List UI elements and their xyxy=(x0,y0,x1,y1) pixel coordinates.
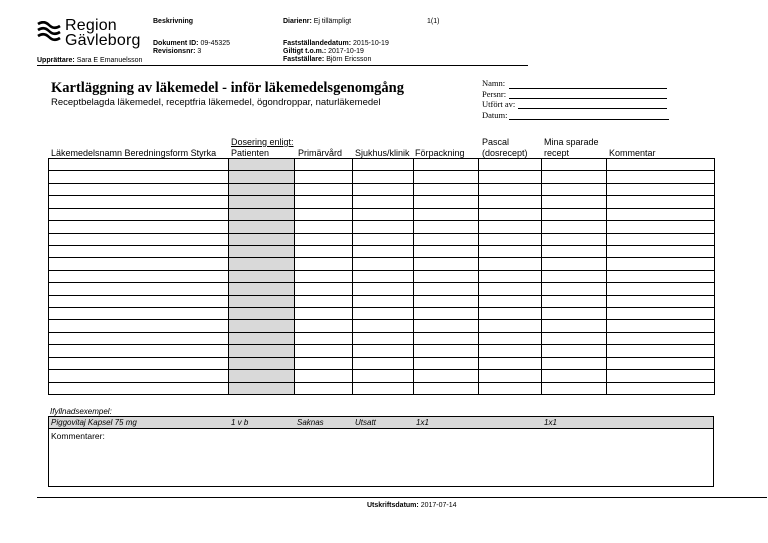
table-cell[interactable] xyxy=(541,245,607,258)
table-cell[interactable] xyxy=(413,369,479,382)
table-cell[interactable] xyxy=(352,344,414,357)
table-cell[interactable] xyxy=(294,158,353,171)
faststallare: Fastställare: Björn Ericsson xyxy=(283,56,372,63)
table-cell[interactable] xyxy=(294,245,353,258)
page-title: Kartläggning av läkemedel - inför läkemedelsgenomgång xyxy=(51,80,404,96)
table-cell[interactable] xyxy=(478,369,542,382)
table-cell[interactable] xyxy=(541,282,607,295)
example-cell: Piggovitaj Kapsel 75 mg xyxy=(51,418,137,427)
table-cell[interactable] xyxy=(228,270,295,283)
table-cell[interactable] xyxy=(413,208,479,221)
table-cell[interactable] xyxy=(294,357,353,370)
table-cell[interactable] xyxy=(48,158,229,171)
col-header-kommentar: Kommentar xyxy=(609,148,656,158)
table-cell[interactable] xyxy=(606,170,715,183)
table-cell[interactable] xyxy=(606,220,715,233)
example-cell: 1x1 xyxy=(416,418,429,427)
table-cell[interactable] xyxy=(352,183,414,196)
table-cell[interactable] xyxy=(413,344,479,357)
table-cell[interactable] xyxy=(48,307,229,320)
table-cell[interactable] xyxy=(228,369,295,382)
table-cell[interactable] xyxy=(606,257,715,270)
table-cell[interactable] xyxy=(478,344,542,357)
table-cell[interactable] xyxy=(478,257,542,270)
table-cell[interactable] xyxy=(294,282,353,295)
table-cell[interactable] xyxy=(606,245,715,258)
table-cell[interactable] xyxy=(413,183,479,196)
table-cell[interactable] xyxy=(413,245,479,258)
giltigt-tom: Giltigt t.o.m.: 2017-10-19 xyxy=(283,48,364,55)
table-cell[interactable] xyxy=(48,220,229,233)
table-cell[interactable] xyxy=(48,208,229,221)
table-cell[interactable] xyxy=(352,170,414,183)
table-cell[interactable] xyxy=(478,158,542,171)
table-cell[interactable] xyxy=(541,208,607,221)
field-line-persnr[interactable] xyxy=(509,98,667,99)
table-cell[interactable] xyxy=(478,357,542,370)
table-cell[interactable] xyxy=(541,344,607,357)
table-cell[interactable] xyxy=(413,270,479,283)
table-cell[interactable] xyxy=(352,282,414,295)
col-header-sjukhus: Sjukhus/klinik xyxy=(355,148,410,158)
table-cell[interactable] xyxy=(228,282,295,295)
table-cell[interactable] xyxy=(352,220,414,233)
field-label-utfort: Utfört av: xyxy=(482,99,516,109)
comments-box[interactable] xyxy=(48,429,714,487)
logo-mark-icon xyxy=(37,21,61,43)
table-cell[interactable] xyxy=(294,233,353,246)
header-rule xyxy=(37,65,528,66)
table-cell[interactable] xyxy=(606,282,715,295)
table-cell[interactable] xyxy=(478,282,542,295)
table-cell[interactable] xyxy=(48,357,229,370)
table-cell[interactable] xyxy=(606,357,715,370)
table-cell[interactable] xyxy=(294,332,353,345)
table-cell[interactable] xyxy=(352,295,414,308)
table-cell[interactable] xyxy=(413,382,479,395)
table-cell[interactable] xyxy=(294,382,353,395)
example-row xyxy=(48,416,714,429)
table-cell[interactable] xyxy=(606,307,715,320)
table-cell[interactable] xyxy=(541,257,607,270)
table-cell[interactable] xyxy=(606,233,715,246)
table-cell[interactable] xyxy=(541,307,607,320)
table-cell[interactable] xyxy=(352,332,414,345)
table-cell[interactable] xyxy=(294,183,353,196)
table-cell[interactable] xyxy=(294,170,353,183)
table-cell[interactable] xyxy=(413,220,479,233)
col-header-pascal-2: (dosrecept) xyxy=(482,148,528,158)
example-cell: Saknas xyxy=(297,418,324,427)
table-cell[interactable] xyxy=(352,257,414,270)
table-cell[interactable] xyxy=(48,295,229,308)
col-header-mina-2: recept xyxy=(544,148,570,158)
table-cell[interactable] xyxy=(541,220,607,233)
table-cell[interactable] xyxy=(352,233,414,246)
table-cell[interactable] xyxy=(48,369,229,382)
table-cell[interactable] xyxy=(478,270,542,283)
table-cell[interactable] xyxy=(541,158,607,171)
logo-text-line1: Region xyxy=(65,17,117,34)
table-cell[interactable] xyxy=(228,195,295,208)
table-cell[interactable] xyxy=(606,382,715,395)
table-cell[interactable] xyxy=(478,332,542,345)
example-cell: Utsatt xyxy=(355,418,376,427)
table-cell[interactable] xyxy=(606,158,715,171)
table-cell[interactable] xyxy=(228,233,295,246)
table-cell[interactable] xyxy=(294,270,353,283)
dokument-id: Dokument ID: 09-45325 xyxy=(153,40,231,47)
page-number: 1(1) xyxy=(427,18,440,25)
table-cell[interactable] xyxy=(606,332,715,345)
doc-type: Beskrivning xyxy=(153,18,194,25)
table-cell[interactable] xyxy=(478,295,542,308)
table-cell[interactable] xyxy=(413,357,479,370)
table-cell[interactable] xyxy=(478,307,542,320)
table-cell[interactable] xyxy=(352,357,414,370)
table-cell[interactable] xyxy=(294,369,353,382)
table-cell[interactable] xyxy=(606,369,715,382)
table-cell[interactable] xyxy=(228,319,295,332)
table-cell[interactable] xyxy=(413,332,479,345)
table-cell[interactable] xyxy=(48,270,229,283)
table-cell[interactable] xyxy=(48,344,229,357)
table-cell[interactable] xyxy=(541,183,607,196)
field-label-persnr: Persnr: xyxy=(482,89,507,99)
region-gavleborg-logo xyxy=(37,18,147,48)
table-cell[interactable] xyxy=(606,344,715,357)
table-cell[interactable] xyxy=(541,382,607,395)
table-cell[interactable] xyxy=(352,245,414,258)
example-cell: 1x1 xyxy=(544,418,557,427)
table-cell[interactable] xyxy=(606,183,715,196)
table-cell[interactable] xyxy=(541,332,607,345)
table-cell[interactable] xyxy=(413,257,479,270)
footer-rule xyxy=(37,497,767,498)
field-label-datum: Datum: xyxy=(482,110,508,120)
table-cell[interactable] xyxy=(606,208,715,221)
table-cell[interactable] xyxy=(478,319,542,332)
table-cell[interactable] xyxy=(413,295,479,308)
upprattare: Upprättare: Sara E Emanuelsson xyxy=(37,57,143,64)
col-header-forpackning: Förpackning xyxy=(415,148,465,158)
logo-text-line2: Gävleborg xyxy=(65,32,141,49)
table-cell[interactable] xyxy=(478,195,542,208)
table-cell[interactable] xyxy=(294,208,353,221)
table-cell[interactable] xyxy=(48,170,229,183)
table-cell[interactable] xyxy=(541,270,607,283)
table-cell[interactable] xyxy=(48,195,229,208)
table-cell[interactable] xyxy=(352,270,414,283)
col-header-primarvard: Primärvård xyxy=(298,148,343,158)
table-cell[interactable] xyxy=(413,158,479,171)
col-header-pascal-1: Pascal xyxy=(482,137,510,147)
example-label: Ifyllnadsexempel: xyxy=(50,407,112,416)
table-cell[interactable] xyxy=(228,183,295,196)
table-cell[interactable] xyxy=(48,332,229,345)
table-cell[interactable] xyxy=(352,382,414,395)
table-cell[interactable] xyxy=(478,183,542,196)
table-cell[interactable] xyxy=(606,295,715,308)
table-cell[interactable] xyxy=(228,208,295,221)
table-cell[interactable] xyxy=(294,307,353,320)
table-cell[interactable] xyxy=(541,295,607,308)
table-cell[interactable] xyxy=(294,195,353,208)
table-cell[interactable] xyxy=(541,170,607,183)
table-cell[interactable] xyxy=(228,332,295,345)
diarienr: Diarienr: Ej tillämpligt xyxy=(283,18,352,25)
table-cell[interactable] xyxy=(413,170,479,183)
table-cell[interactable] xyxy=(352,369,414,382)
col-header-mina-1: Mina sparade xyxy=(544,137,599,147)
table-cell[interactable] xyxy=(541,369,607,382)
table-cell[interactable] xyxy=(48,382,229,395)
table-cell[interactable] xyxy=(294,344,353,357)
table-cell[interactable] xyxy=(48,282,229,295)
table-cell[interactable] xyxy=(228,170,295,183)
field-line-namn[interactable] xyxy=(509,88,667,89)
table-cell[interactable] xyxy=(294,295,353,308)
comments-label: Kommentarer: xyxy=(51,431,105,441)
utskriftsdatum: Utskriftsdatum: 2017-07-14 xyxy=(367,502,457,509)
table-cell[interactable] xyxy=(478,382,542,395)
table-cell[interactable] xyxy=(48,257,229,270)
table-cell[interactable] xyxy=(228,357,295,370)
table-cell[interactable] xyxy=(352,307,414,320)
table-cell[interactable] xyxy=(478,220,542,233)
table-cell[interactable] xyxy=(228,344,295,357)
table-cell[interactable] xyxy=(413,195,479,208)
dosering-group-header: Dosering enligt: xyxy=(231,137,294,147)
table-cell[interactable] xyxy=(48,183,229,196)
table-cell[interactable] xyxy=(228,307,295,320)
table-cell[interactable] xyxy=(48,233,229,246)
revisionsnr: Revisionsnr: 3 xyxy=(153,48,202,55)
example-cell: 1 v b xyxy=(231,418,249,427)
table-cell[interactable] xyxy=(352,319,414,332)
table-cell[interactable] xyxy=(413,233,479,246)
table-cell[interactable] xyxy=(413,319,479,332)
table-cell[interactable] xyxy=(541,319,607,332)
table-cell[interactable] xyxy=(606,319,715,332)
col-header-patienten: Patienten xyxy=(231,148,270,158)
page-subtitle: Receptbelagda läkemedel, receptfria läkemedel, ögondroppar, naturläkemedel xyxy=(51,97,381,108)
field-line-utfort[interactable] xyxy=(518,108,667,109)
table-cell[interactable] xyxy=(294,220,353,233)
field-line-datum[interactable] xyxy=(509,119,669,120)
table-cell[interactable] xyxy=(541,195,607,208)
faststallandedatum: Fastställandedatum: 2015-10-19 xyxy=(283,40,389,47)
table-cell[interactable] xyxy=(413,282,479,295)
table-cell[interactable] xyxy=(352,208,414,221)
table-cell[interactable] xyxy=(228,295,295,308)
col-header-lakemedel: Läkemedelsnamn Beredningsform Styrka xyxy=(51,148,217,158)
medication-table xyxy=(48,158,714,394)
table-cell[interactable] xyxy=(606,270,715,283)
table-cell[interactable] xyxy=(48,245,229,258)
table-cell[interactable] xyxy=(541,233,607,246)
table-cell[interactable] xyxy=(352,158,414,171)
table-cell[interactable] xyxy=(478,245,542,258)
field-label-namn: Namn: xyxy=(482,78,506,88)
table-cell[interactable] xyxy=(294,319,353,332)
table-cell[interactable] xyxy=(228,220,295,233)
table-cell[interactable] xyxy=(48,319,229,332)
table-cell[interactable] xyxy=(606,195,715,208)
table-cell[interactable] xyxy=(294,257,353,270)
table-cell[interactable] xyxy=(228,158,295,171)
table-cell[interactable] xyxy=(478,170,542,183)
table-cell[interactable] xyxy=(541,357,607,370)
table-cell[interactable] xyxy=(228,245,295,258)
table-cell[interactable] xyxy=(478,208,542,221)
table-cell[interactable] xyxy=(478,233,542,246)
table-cell[interactable] xyxy=(352,195,414,208)
table-cell[interactable] xyxy=(228,382,295,395)
table-cell[interactable] xyxy=(228,257,295,270)
table-cell[interactable] xyxy=(413,307,479,320)
